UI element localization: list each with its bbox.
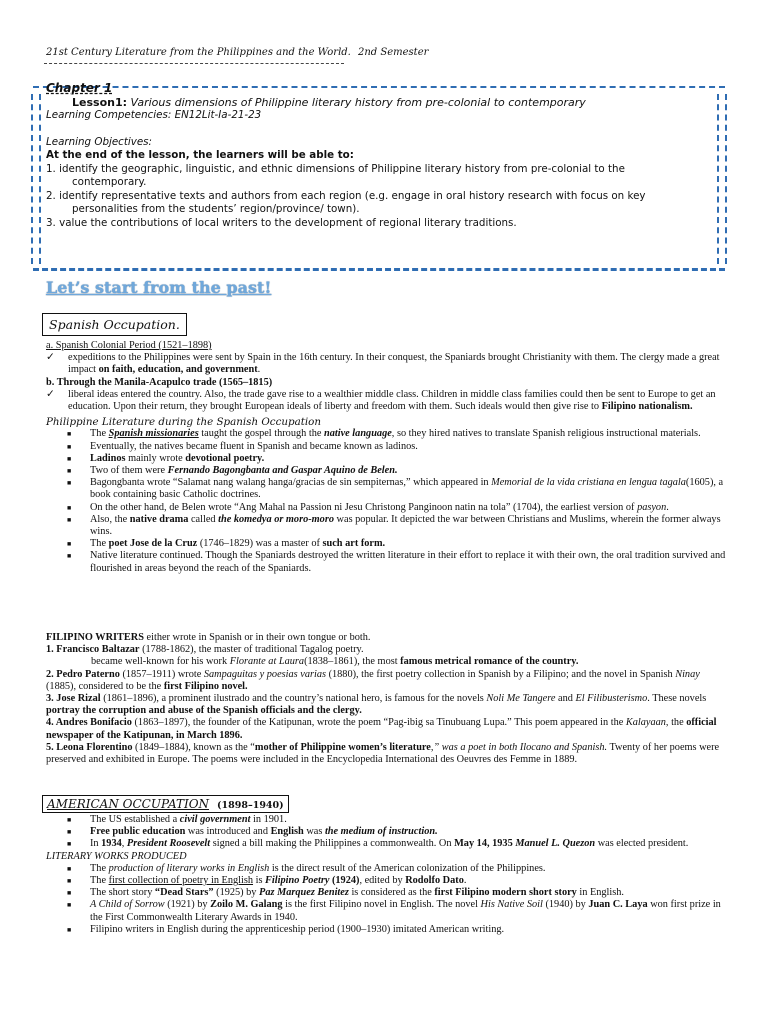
page-header xyxy=(46,47,429,58)
list-item: ■ Free public education was introduced and English was the medium of instruction. xyxy=(67,826,438,838)
colonial-period-title: a. Spanish Colonial Period (1521–1898) xyxy=(46,340,212,351)
square-bullet-icon: ■ xyxy=(67,889,72,898)
spanish-occupation-title: Spanish Occupation. xyxy=(42,313,187,336)
learning-competencies: Learning Competencies: EN12Lit-Ia-21-23 xyxy=(46,109,262,121)
list-item: ■ The Spanish missionaries taught the gospel through the native language, so they hired natives to translate Spanish religious instructional materials. xyxy=(67,428,701,440)
list-item: ■ Native literature continued. Though the Spaniards destroyed the written literature in their effort to replace it with their own, the oral tradition survived and flourished in areas beyond the reach of the Spaniards. xyxy=(67,550,726,574)
objective-item-cont: personalities from the students’ region/province/ town). xyxy=(72,203,360,215)
writer-entry: 1. Francisco Baltazar (1788-1862), the master of traditional Tagalog poetry. xyxy=(46,644,364,656)
checklist-item: ✓ expeditions to the Philippines were sent by Spain in the 16th century. In their conquest, the Spaniards brought Christianity with them. The clergy made a great impact on faith, education, and government. xyxy=(46,352,720,376)
writers-intro: FILIPINO WRITERS either wrote in Spanish or in their own tongue or both. xyxy=(46,632,371,643)
list-item: ■ Ladinos mainly wrote devotional poetry. xyxy=(67,452,265,464)
square-bullet-icon: ■ xyxy=(67,864,72,873)
semester-label: 2nd Semester xyxy=(358,47,429,58)
square-bullet-icon: ■ xyxy=(67,430,72,439)
writer-entry: 3. Jose Rizal (1861–1896), a prominent ilustrado and the country’s national hero, is famous for the novels Noli Me Tangere and El Filibusterismo. These novels portray the corruption and abuse of the Spanish officials and the clergy. xyxy=(46,693,707,717)
square-bullet-icon: ■ xyxy=(67,828,72,837)
square-bullet-icon: ■ xyxy=(67,467,72,476)
literature-subtitle: Philippine Literature during the Spanish Occupation xyxy=(46,416,321,429)
square-bullet-icon: ■ xyxy=(67,840,72,849)
objective-item: 3. value the contributions of local writers to the development of regional literary traditions. xyxy=(46,216,517,229)
objective-item: 2. identify representative texts and authors from each region (e.g. engage in oral history research with focus on key xyxy=(46,189,646,202)
check-icon: ✓ xyxy=(46,388,55,400)
lesson-text: Various dimensions of Philippine literary history from pre-colonial to contemporary xyxy=(130,95,586,109)
objective-item: 1. identify the geographic, linguistic, and ethnic dimensions of Philippine literary history from pre-colonial to the xyxy=(46,162,625,175)
bullet-list xyxy=(46,814,726,851)
square-bullet-icon: ■ xyxy=(67,540,72,549)
bullet-list xyxy=(46,863,726,936)
list-item: ■ Eventually, the natives became fluent in Spanish and became known as ladinos. xyxy=(67,440,418,452)
list-item: ■ Bagongbanta wrote “Salamat nang walang hanga/gracias de sin sempiternas,” which appeared in Memorial de la vida cristiana en lengua tagala(1605), a book containing basic Catholic doctrines. xyxy=(67,477,724,501)
square-bullet-icon: ■ xyxy=(67,816,72,824)
square-bullet-icon: ■ xyxy=(67,877,72,886)
list-item: ■ Also, the native drama called the komedya or moro-moro was popular. It depicted the war between Christians and Muslims, wherein the former always wins. xyxy=(67,513,721,538)
lesson-title xyxy=(46,96,722,110)
course-title: 21st Century Literature from the Philippines and the World. xyxy=(46,47,351,58)
lesson-label: Lesson1: xyxy=(72,95,128,109)
square-bullet-icon: ■ xyxy=(67,479,72,488)
bullet-list xyxy=(46,428,726,574)
objective-item-cont: contemporary. xyxy=(72,176,147,188)
objectives-section xyxy=(46,82,722,230)
literary-works-title: LITERARY WORKS PRODUCED xyxy=(46,850,187,862)
list-item: ■ Filipino writers in English during the apprenticeship period (1900–1930) imitated American writing. xyxy=(67,923,505,935)
american-section xyxy=(46,814,726,936)
square-bullet-icon: ■ xyxy=(67,442,72,451)
header-divider xyxy=(44,63,344,64)
section-heading: Let’s start from the past! xyxy=(46,278,272,297)
border-left xyxy=(31,94,41,264)
list-item: ■ The short story “Dead Stars” (1925) by Paz Marquez Benitez is considered as the first Filipino modern short story in English. xyxy=(67,887,625,899)
square-bullet-icon: ■ xyxy=(67,925,72,934)
check-icon: ✓ xyxy=(46,352,55,364)
square-bullet-icon: ■ xyxy=(67,454,72,463)
list-item: ■ Two of them were Fernando Bagongbanta and Gaspar Aquino de Belen. xyxy=(67,465,398,477)
square-bullet-icon: ■ xyxy=(67,552,72,561)
square-bullet-icon: ■ xyxy=(67,901,72,910)
list-item: ■ The first collection of poetry in English is Filipino Poetry (1924), edited by Rodolfo Dato. xyxy=(67,875,467,887)
list-item: ■ The US established a civil government in 1901. xyxy=(67,814,287,825)
list-item: ■ On the other hand, de Belen wrote “Ang Mahal na Passion ni Jesu Christong Panginoon natin na tola” (1704), the earliest version of pasyon. xyxy=(67,501,669,513)
list-item: ■ A Child of Sorrow (1921) by Zoilo M. Galang is the first Filipino novel in English. The novel His Native Soil (1940) by Juan C. Laya won first prize in the First Commonwealth Literary Awards in 1940. xyxy=(67,899,721,923)
chapter-title: Chapter 1 xyxy=(46,81,113,95)
checklist-item: ✓ liberal ideas entered the country. Also, the trade gave rise to a wealthier middle class. Children in middle class families could then be sent to Europe to get an education. Upon their return, they brought European ideals of liberty and freedom with them. Such ideals would then give rise to Filipino nationalism. xyxy=(46,388,716,413)
filipino-writers-section xyxy=(46,632,726,766)
learning-objectives-label: Learning Objectives: xyxy=(46,135,152,148)
square-bullet-icon: ■ xyxy=(67,503,72,512)
list-item: ■ In 1934, President Roosevelt signed a bill making the Philippines a commonwealth. On May 14, 1935 Manuel L. Quezon was elected president. xyxy=(67,838,689,850)
spanish-section xyxy=(46,340,726,575)
trade-title: b. Through the Manila-Acapulco trade (1565–1815) xyxy=(46,376,273,388)
list-item: ■ The poet Jose de la Cruz (1746–1829) was a master of such art form. xyxy=(67,538,386,550)
american-occupation-title: AMERICAN OCCUPATION (1898–1940) xyxy=(42,795,289,813)
writer-entry: 2. Pedro Paterno (1857–1911) wrote Sampaguitas y poesias varias (1880), the first poetry collection in Spanish by a Filipino; and the novel in Spanish Ninay (1885), considered to be the first Filipino novel. xyxy=(46,668,700,692)
writer-entry: 4. Andres Bonifacio (1863–1897), the founder of the Katipunan, wrote the poem “Pag-ibig sa Tinubuang Lupa.” This poem appeared in the Kalayaan, the official newspaper of the Katipunan, in March 1896. xyxy=(46,717,717,741)
objectives-intro: At the end of the lesson, the learners will be able to: xyxy=(46,149,354,161)
square-bullet-icon: ■ xyxy=(67,515,72,524)
writer-entry-cont: became well-known for his work Florante at Laura(1838–1861), the most famous metrical romance of the country. xyxy=(91,656,579,668)
writer-entry: 5. Leona Florentino (1849–1884), known as the “mother of Philippine women’s literature,” was a poet in both Ilocano and Spanish. Twenty of her poems were preserved and exhibited in Europe. The poems were included in the Encyclopedia International des Oeuvres des Femme in 1889. xyxy=(46,741,720,766)
list-item: ■ The production of literary works in English is the direct result of the American colonization of the Philippines. xyxy=(67,862,546,874)
